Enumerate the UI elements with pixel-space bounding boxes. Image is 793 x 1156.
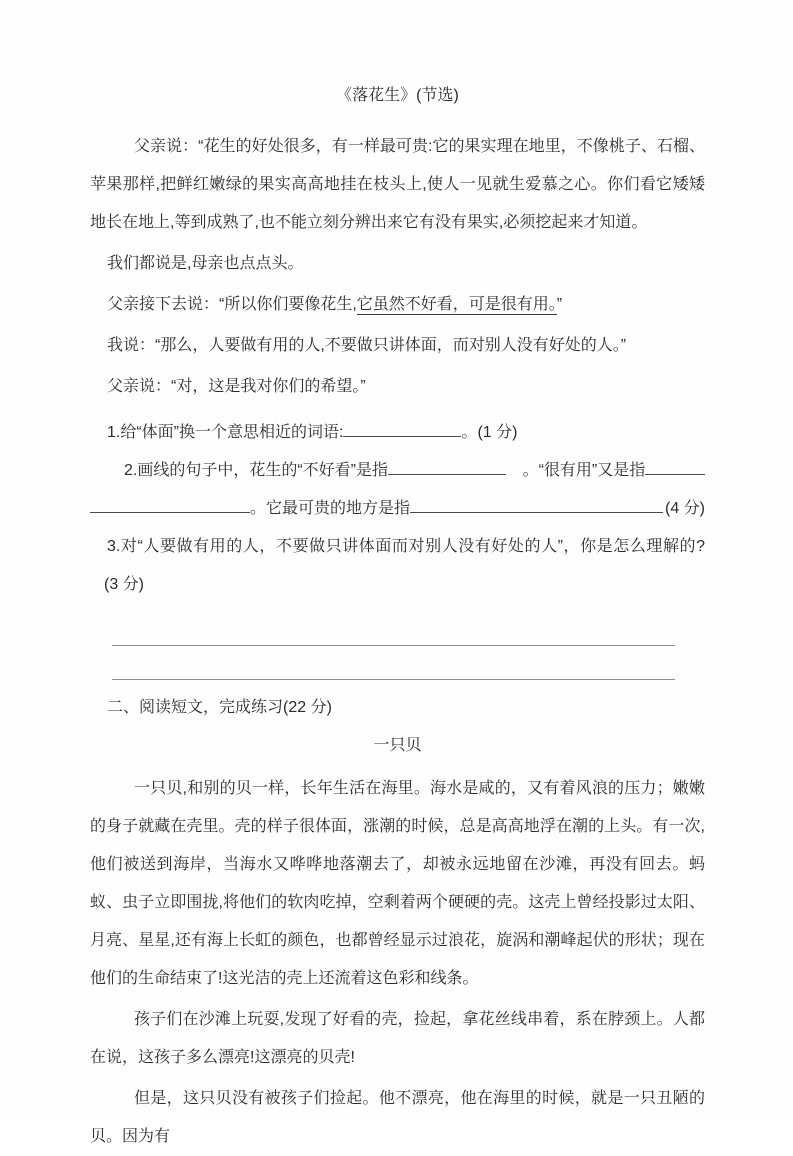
question-3 (90, 528, 705, 604)
question-2-text-b: 。“很有用”又是指 (522, 462, 646, 479)
underlined-sentence: 它虽然不好看，可是很有用。 (356, 296, 557, 313)
passage1-paragraph-1: 父亲说：“花生的好处很多，有一样最可贵:它的果实理在地里，不像桃子、石榴、苹果那样,把鲜红嫩绿的果实高高地挂在枝头上,使人一见就生爱慕之心。你们看它矮矮地长在地上,等到成熟了,也不能立刻分辨出来它有没有果实,必须挖起来才知道。 (90, 138, 705, 231)
question-1 (90, 414, 705, 452)
passage1-paragraph-2: 我们都说是,母亲也点点头。 (107, 255, 304, 272)
answer-blank (388, 471, 506, 475)
answer-line (112, 646, 675, 680)
passage2-paragraph-3: 但是，这只贝没有被孩子们捡起。他不漂亮，他在海里的时候，就是一只丑陋的贝。因为有 (90, 1090, 705, 1145)
answer-blank (343, 433, 461, 437)
passage-title-luohuasheng: 《落花生》(节选) (336, 87, 459, 104)
paragraph-3-suffix: ” (556, 296, 563, 313)
question-2-score: (4 分) (664, 500, 705, 517)
passage2-paragraph-2: 孩子们在沙滩上玩耍,发现了好看的壳，捡起，拿花丝线串着，系在脖颈上。人都在说，这孩子多么漂亮!这漂亮的贝壳! (90, 1011, 705, 1066)
passage2-paragraph-1: 一只贝,和别的贝一样，长年生活在海里。海水是咸的，又有着风浪的压力；嫩嫩的身子就藏在壳里。壳的样子很体面，涨潮的时候，总是高高地浮在潮的上头。有一次,他们被送到海岸，当海水又哗哗地落潮去了，却被永远地留在沙滩，再没有回去。蚂蚁、虫子立即围拢,将他们的软肉吃掉，空剩着两个硬硬的壳。这壳上曾经投影过太阳、月亮、星星,还有海上长虹的颜色，也都曾经显示过浪花，旋涡和潮峰起伏的形状；现在他们的生命结束了!这光洁的壳上还流着这色彩和线条。 (90, 780, 705, 987)
question-3-text: 3.对“人要做有用的人，不要做只讲体面而对别人没有好处的人”，你是怎么理解的? (107, 538, 705, 555)
question-1-text: 1.给“体面”换一个意思相近的词语: (107, 424, 344, 441)
question-2-text-c: 。它最可贵的地方是指 (250, 500, 411, 517)
section-2-header: 二、阅读短文，完成练习(22 分) (107, 699, 332, 716)
answer-line (112, 612, 675, 646)
passage1-paragraph-3 (90, 286, 705, 324)
question-2-line-1 (90, 452, 705, 490)
passage-title-yizhibei: 一只贝 (373, 737, 422, 754)
answer-blank (90, 509, 250, 513)
question-1-score: 。(1 分) (461, 424, 518, 441)
answer-blank (410, 509, 663, 513)
passage1-paragraph-4: 我说：“那么，人要做有用的人,不要做只讲体面，而对别人没有好处的人。” (107, 337, 627, 354)
question-2-text-a: 2.画线的句子中，花生的“不好看”是指 (124, 462, 389, 479)
paragraph-3-prefix: 父亲接下去说：“所以你们要像花生, (107, 296, 357, 313)
question-2-line-2 (90, 490, 705, 528)
question-3-score: (3 分) (104, 576, 145, 593)
answer-blank (645, 471, 705, 475)
passage1-paragraph-5: 父亲说：“对，这是我对你们的希望。” (107, 378, 366, 395)
